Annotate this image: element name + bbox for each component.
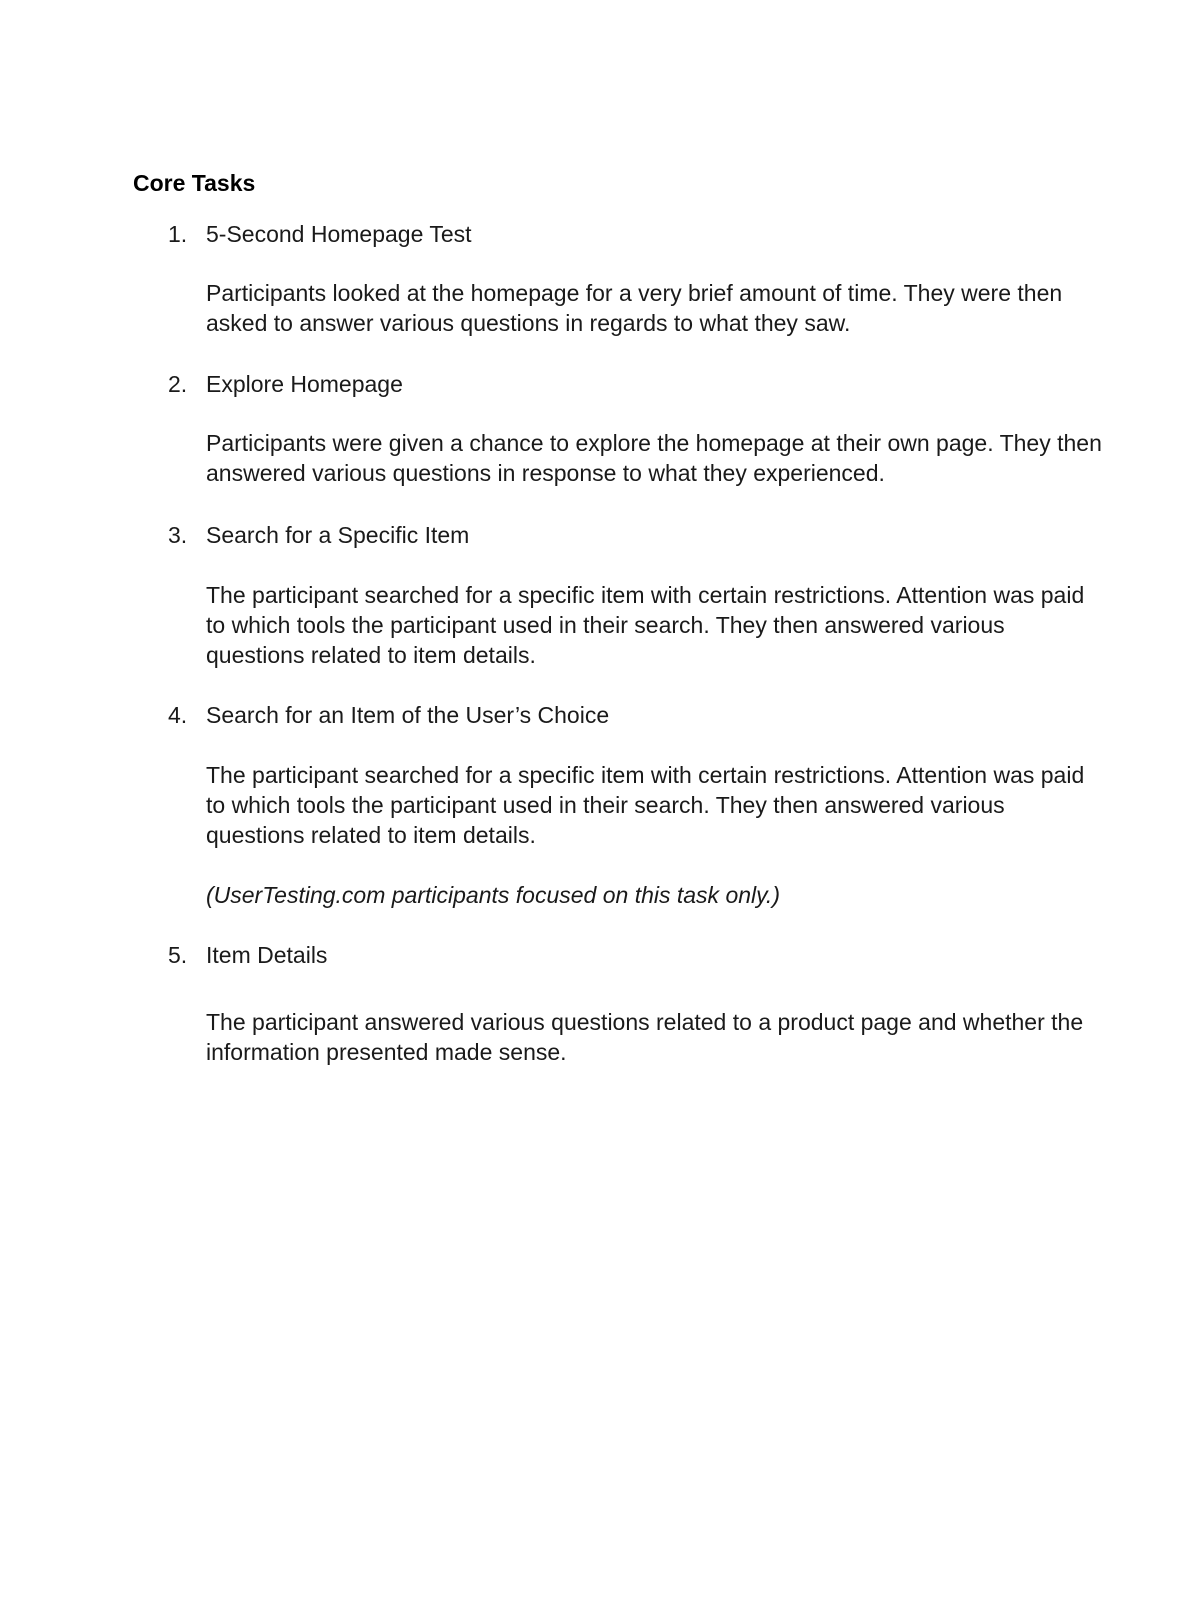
task-number: 3. (168, 522, 188, 548)
task-description: The participant searched for a specific item with certain restrictions. Attention was paid to which tools the participant used in their search. They then answered various questions related to item details. (206, 582, 1085, 668)
task-description: The participant searched for a specific item with certain restrictions. Attention was paid to which tools the participant used in their search. They then answered various questions related to item details. (206, 762, 1085, 848)
section-heading: Core Tasks (133, 170, 256, 196)
task-description: Participants looked at the homepage for a very brief amount of time. They were then asked to answer various questions in regards to what they saw. (206, 280, 1063, 336)
task-note: (UserTesting.com participants focused on this task only.) (206, 882, 780, 908)
task-title: Item Details (206, 942, 328, 968)
task-title: Search for a Specific Item (206, 522, 470, 548)
task-title: 5-Second Homepage Test (206, 221, 472, 247)
task-title: Search for an Item of the User’s Choice (206, 702, 610, 728)
task-number: 2. (168, 371, 188, 397)
task-number: 1. (168, 221, 188, 247)
task-title: Explore Homepage (206, 371, 403, 397)
task-description: The participant answered various questions related to a product page and whether the information presented made sense. (206, 1009, 1084, 1065)
task-number: 4. (168, 702, 188, 728)
task-number: 5. (168, 942, 188, 968)
task-description: Participants were given a chance to explore the homepage at their own page. They then answered various questions in response to what they experienced. (206, 430, 1102, 486)
